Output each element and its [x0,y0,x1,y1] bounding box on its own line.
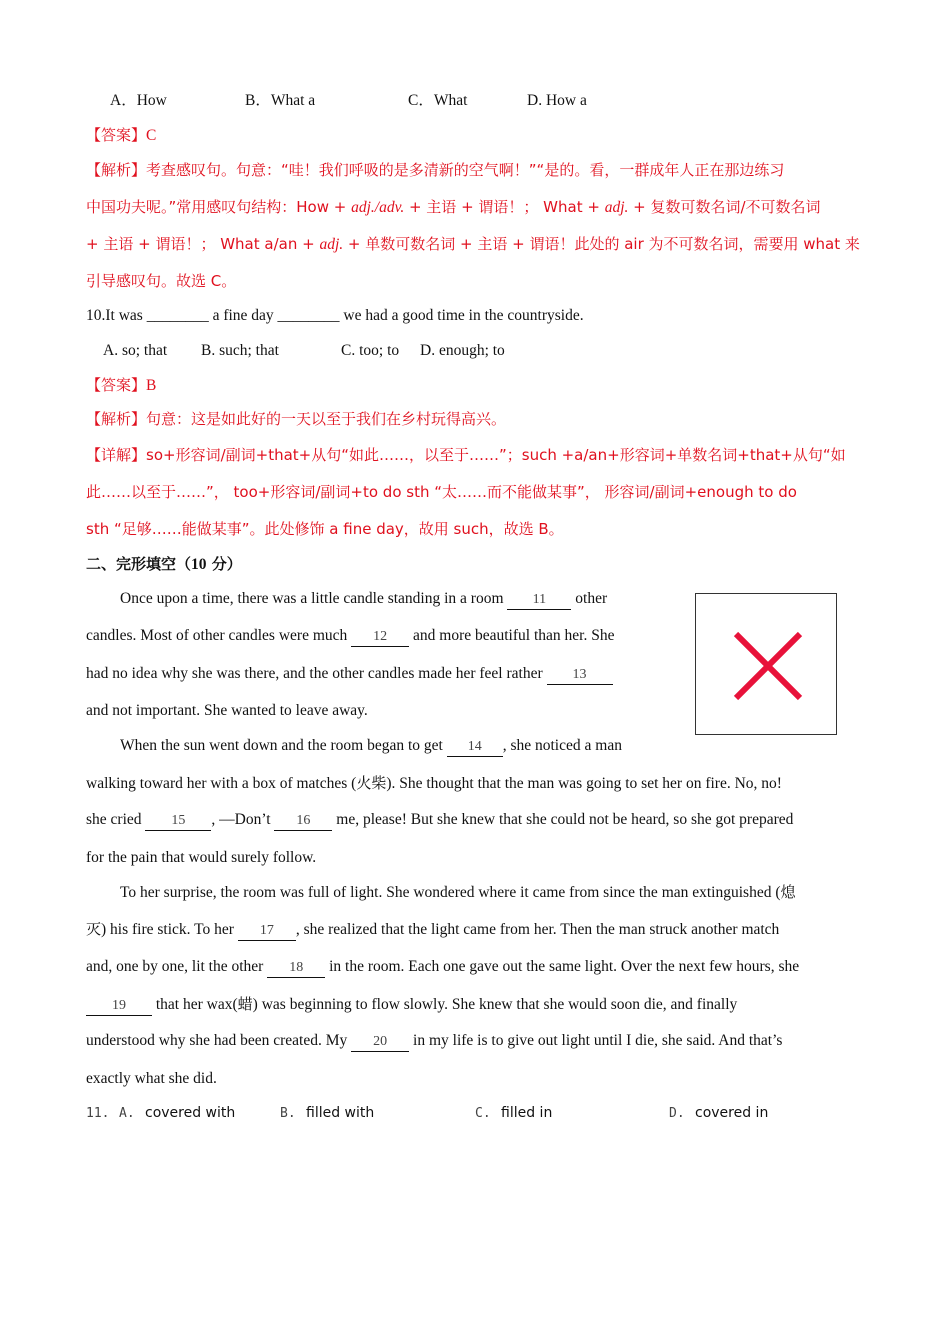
blank-20[interactable]: 20 [351,1033,409,1052]
analysis-label: 【解析】 [86,161,147,179]
passage-p1-line-1: Once upon a time, there was a little candle standing in a room 11 other [120,589,607,610]
answer-label: 【答案】 [86,126,147,144]
q11-number: 11. [86,1106,110,1121]
q10-stem: 10.It was ________ a fine day ________ we had a good time in the countryside. [86,307,584,324]
q11-option-a[interactable]: covered with [145,1105,236,1121]
q11-option-c[interactable]: filled in [501,1105,553,1121]
blank-18[interactable]: 18 [267,959,325,978]
passage-p2-line-4: for the pain that would surely follow. [86,849,317,866]
blank-16[interactable]: 16 [274,812,332,831]
q9-analysis-line-4: 引导感叹句。故选 C。 [86,272,237,290]
close-icon [696,594,836,734]
q9-option-a: A．How [110,92,167,109]
q11-option-d-letter: D. [669,1106,685,1121]
q9-option-d: D. How a [527,92,587,109]
q10-option-a: A. so; that [103,342,168,359]
q11-option-a-letter: A. [119,1106,135,1121]
section-title: 二、完形填空（10 分） [86,555,242,573]
blank-13[interactable]: 13 [547,666,613,685]
blank-12[interactable]: 12 [351,628,409,647]
q10-detail-line-3: sth “足够……能做某事”。此处修饰 a fine day，故用 such，故选 B。 [86,520,564,538]
q11-option-b-letter: B. [280,1106,296,1121]
blank-11[interactable]: 11 [507,591,571,610]
q10-analysis: 【解析】句意：这是如此好的一天以至于我们在乡村玩得高兴。 [86,410,507,428]
passage-p2-line-1: When the sun went down and the room began to get 14 , she noticed a man [120,736,622,757]
q10-detail-line-1: 【详解】so+形容词/副词+that+从句“如此……，以至于……”；such +a/an+形容词+单数名词+that+从句“如 [86,446,846,464]
passage-p1-line-3: had no idea why she was there, and the other candles made her feel rather 13 [86,664,613,685]
q9-analysis-line-1: 【解析】考查感叹句。句意：“哇！我们呼吸的是多清新的空气啊！”“是的。看，一群成年人正在那边练习 [86,161,785,179]
blank-19[interactable]: 19 [86,997,152,1016]
q9-option-c: C．What [408,92,468,109]
passage-p3-line-2: 灭) his fire stick. To her 17 , she realized that the light came from her. Then the man struck another match [86,919,779,941]
q10-option-d: D. enough; to [420,342,505,359]
q9-analysis-line-3: + 主语 + 谓语！； What a/an + adj. + 单数可数名词 + 主语 + 谓语！此处的 air 为不可数名词，需要用 what 来 [86,235,860,253]
detail-label: 【详解】 [86,446,147,464]
answer-value: C [146,127,157,144]
passage-p2-line-3: she cried 15 , —Don’t 16 me, please! But she knew that she could not be heard, so she got prepared [86,810,793,831]
q10-detail-line-2: 此……以至于……”， too+形容词/副词+to do sth “太……而不能做某事”， 形容词/副词+enough to do [86,483,797,501]
missing-image-placeholder [695,593,837,735]
answer-label: 【答案】 [86,376,147,394]
q11-option-d[interactable]: covered in [695,1105,769,1121]
blank-14[interactable]: 14 [447,738,503,757]
passage-p3-line-6: exactly what she did. [86,1070,217,1087]
q11-option-c-letter: C. [475,1106,491,1121]
q10-option-b: B. such; that [201,342,279,359]
q9-answer [86,125,156,146]
passage-p3-line-1: To her surprise, the room was full of light. She wondered where it came from since the man extinguished (熄 [120,883,796,901]
q11-option-b[interactable]: filled with [306,1105,375,1121]
q9-option-b: B．What a [245,92,316,109]
passage-p1-line-2: candles. Most of other candles were much 12 and more beautiful than her. She [86,626,614,647]
q9-analysis-line-2: 中国功夫呢。”常用感叹句结构：How + adj./adv. + 主语 + 谓语！； What + adj. + 复数可数名词/不可数名词 [86,198,821,216]
answer-value: B [146,377,157,394]
passage-p3-line-5: understood why she had been created. My 20 in my life is to give out light until I die, she said. And that’s [86,1031,782,1052]
passage-p1-line-4: and not important. She wanted to leave away. [86,702,368,719]
q10-option-c: C. too; to [341,342,400,359]
analysis-label: 【解析】 [86,410,147,428]
passage-p3-line-4: 19 that her wax(蜡) was beginning to flow slowly. She knew that she would soon die, and finally [86,994,737,1016]
blank-15[interactable]: 15 [145,812,211,831]
blank-17[interactable]: 17 [238,922,296,941]
passage-p3-line-3: and, one by one, lit the other 18 in the room. Each one gave out the same light. Over the next few hours, she [86,957,799,978]
passage-p2-line-2: walking toward her with a box of matches (火柴). She thought that the man was going to set her on fire. No, no! [86,774,782,792]
q10-answer [86,375,156,396]
